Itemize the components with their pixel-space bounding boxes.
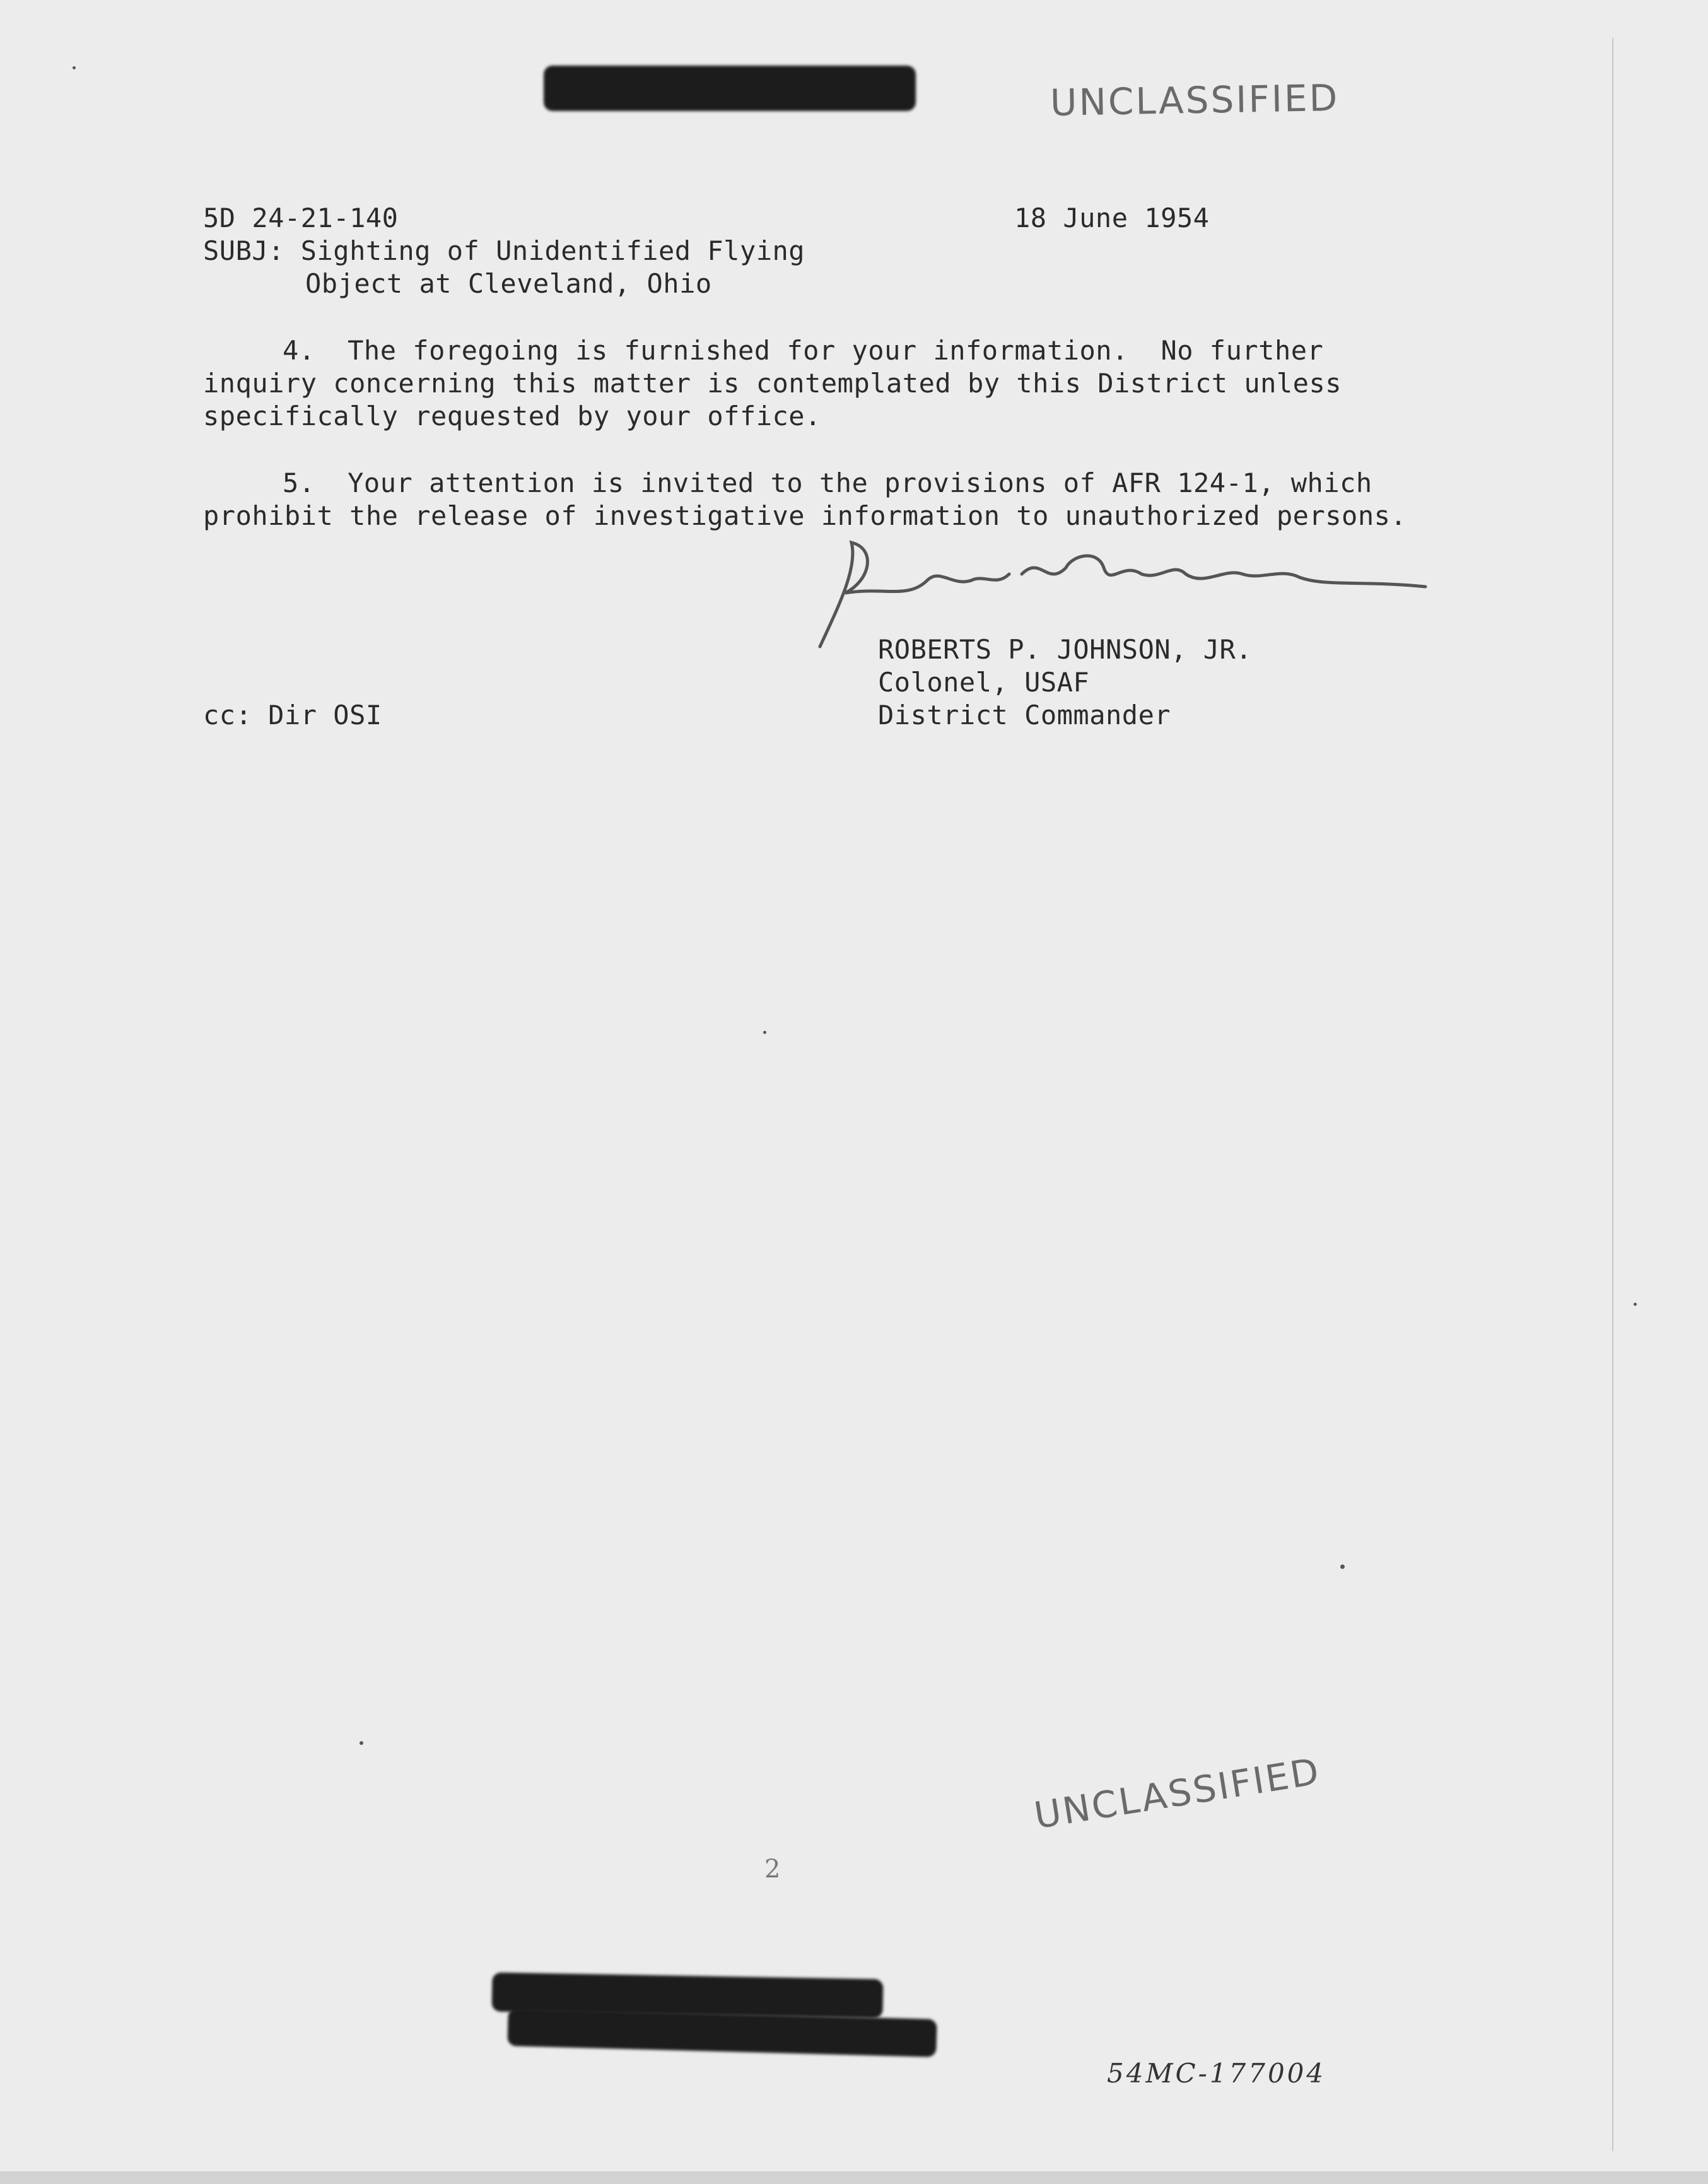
page-number: 2: [764, 1855, 781, 1884]
top-redaction: [544, 66, 916, 111]
page-edge: [1612, 38, 1613, 2151]
scan-speck: [73, 66, 76, 69]
unclassified-stamp-bottom: UNCLASSIFIED: [1031, 1749, 1324, 1838]
archive-number: 54MC-177004: [1107, 2058, 1326, 2089]
scan-border: [0, 2171, 1708, 2184]
signer-name: ROBERTS P. JOHNSON, JR.: [878, 634, 1253, 665]
scan-speck: [360, 1741, 363, 1745]
document-date: 18 June 1954: [1014, 203, 1210, 233]
paragraph-4-line-3: specifically requested by your office.: [203, 401, 821, 432]
paragraph-4-line-2: inquiry concerning this matter is contemplated by this District unless: [203, 368, 1342, 399]
signer-rank: Colonel, USAF: [878, 667, 1090, 698]
paragraph-5-line-2: prohibit the release of investigative information to unauthorized persons.: [203, 500, 1407, 531]
scan-speck: [1340, 1565, 1345, 1569]
unclassified-stamp-top: UNCLASSIFIED: [1050, 76, 1340, 124]
signer-title: District Commander: [878, 700, 1171, 731]
file-number: 5D 24-21-140: [203, 203, 399, 233]
subject-line: SUBJ: Sighting of Unidentified Flying: [203, 235, 805, 266]
paragraph-4: 4. The foregoing is furnished for your information. No further: [283, 335, 1324, 366]
carbon-copy-line: cc: Dir OSI: [203, 700, 382, 731]
scan-speck: [763, 1031, 766, 1034]
scan-speck: [1634, 1303, 1637, 1306]
subject-line-continued: Object at Cleveland, Ohio: [305, 268, 712, 299]
paragraph-5: 5. Your attention is invited to the provisions of AFR 124-1, which: [283, 467, 1372, 498]
